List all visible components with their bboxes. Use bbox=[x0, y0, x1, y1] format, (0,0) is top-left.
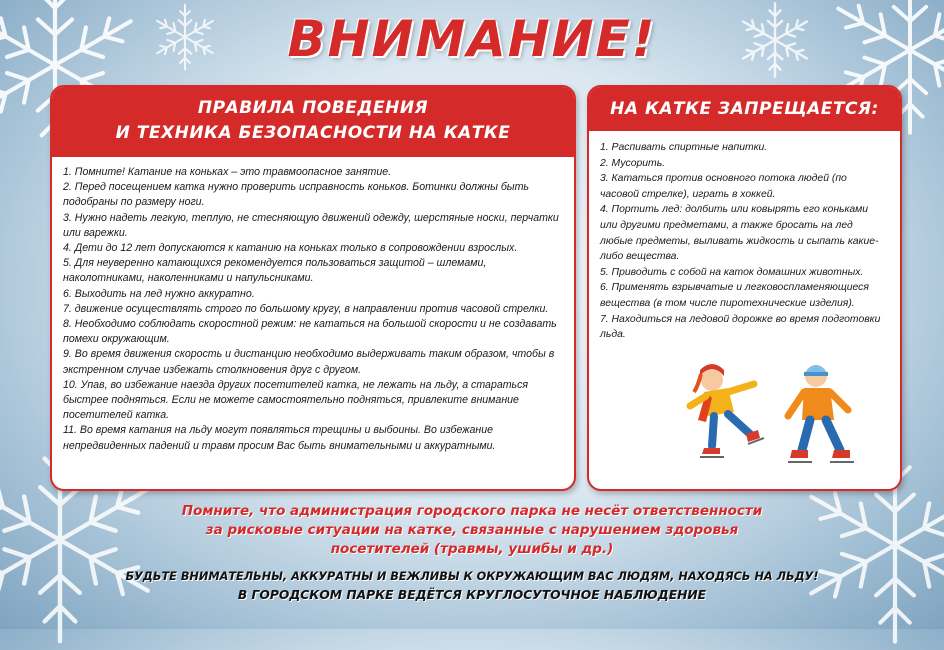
list-item: 3. Нужно надеть легкую, теплую, не стесняющую движений одежду, шерстяные носки, перчатки или варежки. bbox=[63, 211, 559, 239]
page-title: ВНИМАНИЕ! bbox=[287, 10, 657, 68]
administration-notice bbox=[0, 502, 944, 559]
list-item: 5. Для неуверенно катающихся рекомендуется пользоваться защитой – шлемами, наколотниками, наколенниками и напульсниками. bbox=[63, 257, 487, 285]
list-item: 9. Во время движения скорость и дистанцию необходимо выдерживать таким образом, чтобы в экстренном случае избежать столкновения друг с другом. bbox=[63, 348, 555, 376]
safety-rules-list bbox=[52, 157, 574, 454]
list-item: 1. Помните! Катание на коньках – это травмоопасное занятие. bbox=[63, 166, 392, 178]
prohibited-panel bbox=[587, 85, 902, 491]
notice-line2: за рисковые ситуации на катке, связанные с нарушением здоровья bbox=[205, 522, 739, 538]
list-item: 11. Во время катания на льду могут появляться трещины и выбоины. Во избежание непредвиденных падений и травм просим Вас быть внимательными и аккуратными. bbox=[63, 424, 496, 452]
list-item: 4. Портить лед: долбить или ковырять его коньками или другими предметами, а также бросать на лед любые предметы, выливать жидкость и сыпать какие-либо вещества. bbox=[600, 204, 879, 263]
courtesy-reminder: БУДЬТЕ ВНИМАТЕЛЬНЫ, АККУРАТНЫ И ВЕЖЛИВЫ К ОКРУЖАЮЩИМ ВАС ЛЮДЯМ, НАХОДЯСЬ НА ЛЬДУ! bbox=[125, 570, 819, 583]
list-item: 7. движение осуществлять строго по большому кругу, в направлении против часовой стрелки. bbox=[63, 302, 549, 315]
list-item: 5. Приводить с собой на каток домашних животных. bbox=[600, 266, 864, 278]
list-item: 2. Перед посещением катка нужно проверить исправность коньков. Ботинки должны быть подобраны по размеру ноги. bbox=[63, 181, 529, 209]
skaters-illustration bbox=[684, 358, 864, 476]
list-item: 2. Мусорить. bbox=[600, 157, 666, 169]
boy-skater bbox=[788, 365, 854, 462]
safety-rules-heading bbox=[52, 87, 574, 157]
prohibited-list bbox=[589, 131, 900, 343]
list-item: 6. Выходить на лед нужно аккуратно. bbox=[63, 287, 255, 300]
safety-rules-heading-line1: ПРАВИЛА ПОВЕДЕНИЯ bbox=[197, 98, 429, 118]
list-item: 8. Необходимо соблюдать скоростной режим: не кататься на большой скорости и не создавать помехи окружающим. bbox=[63, 318, 557, 346]
list-item: 10. Упав, во избежание наезда других посетителей катка, не лежать на льду, а стараться быстрее подняться. Если не можете самостоятельно подняться, привлеките внимание посетителей катка. bbox=[63, 378, 529, 422]
list-item: 6. Применять взрывчатые и легковоспламеняющиеся вещества (в том числе пиротехнические изделия). bbox=[600, 282, 869, 309]
list-item: 1. Распивать спиртные напитки. bbox=[600, 142, 768, 153]
surveillance-notice: В ГОРОДСКОМ ПАРКЕ ВЕДЁТСЯ КРУГЛОСУТОЧНОЕ НАБЛЮДЕНИЕ bbox=[237, 588, 707, 602]
notice-line3: посетителей (травмы, ушибы и др.) bbox=[330, 541, 614, 557]
safety-rules-panel bbox=[50, 85, 576, 491]
list-item: 4. Дети до 12 лет допускаются к катанию на коньках только в сопровождении взрослых. bbox=[63, 242, 518, 255]
safety-rules-heading-line2: И ТЕХНИКА БЕЗОПАСНОСТИ НА КАТКЕ bbox=[115, 123, 511, 143]
list-item: 3. Кататься против основного потока людей (по часовой стрелке), играть в хоккей. bbox=[600, 173, 847, 200]
notice-line1: Помните, что администрация городского парка не несёт ответственности bbox=[181, 503, 763, 519]
list-item: 7. Находиться на ледовой дорожке во время подготовки льда. bbox=[600, 313, 881, 341]
prohibited-heading: НА КАТКЕ ЗАПРЕЩАЕТСЯ: bbox=[589, 87, 900, 131]
girl-skater bbox=[690, 364, 764, 457]
